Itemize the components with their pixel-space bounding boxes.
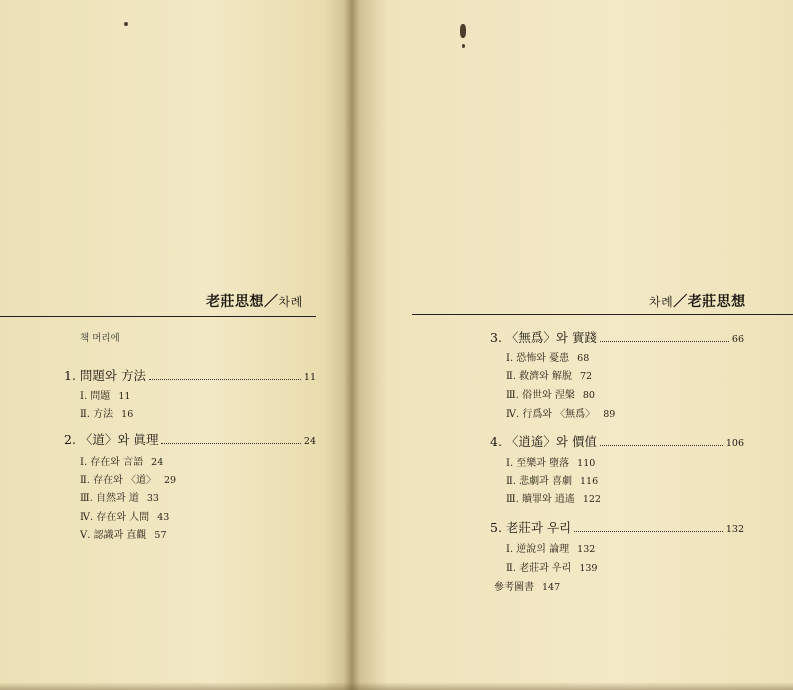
toc-item: Ⅳ. 存在와 人間 43	[80, 512, 170, 523]
chapter-page: 106	[725, 438, 744, 449]
right-header-subtitle: 차례	[649, 295, 674, 309]
toc-item: Ⅴ. 認識과 直觀 57	[80, 530, 167, 541]
right-page-header	[649, 291, 746, 311]
chapter-page: 66	[731, 334, 744, 345]
chapter-title: 2. 〈道〉와 眞理	[64, 432, 159, 447]
toc-item: Ⅰ. 恐怖와 憂患 68	[506, 353, 590, 364]
toc-chapter-2	[64, 430, 316, 448]
chapter-page: 24	[303, 436, 316, 447]
toc-item: Ⅰ. 逆說의 論理 132	[506, 544, 596, 555]
toc-item: Ⅲ. 贖罪와 逍遙 122	[506, 494, 601, 505]
toc-item: Ⅳ. 行爲와 〈無爲〉 89	[506, 409, 616, 420]
chapter-title: 1. 問題와 方法	[64, 368, 146, 383]
book-gutter	[344, 0, 360, 690]
toc-item: Ⅰ. 問題 11	[80, 391, 131, 402]
left-header-title: 老莊思想	[206, 294, 264, 310]
toc-chapter-5	[490, 518, 744, 536]
toc-item: Ⅱ. 救濟와 解脫 72	[506, 371, 593, 382]
chapter-title: 4. 〈逍遙〉와 價值	[490, 434, 597, 449]
toc-item: Ⅱ. 存在와 〈道〉 29	[80, 475, 177, 486]
dot-leader	[149, 379, 301, 380]
left-page	[0, 0, 352, 690]
right-header-title: 老莊思想	[687, 294, 746, 310]
toc-item: Ⅱ. 悲劇과 喜劇 116	[506, 476, 599, 487]
toc-chapter-4	[490, 432, 744, 450]
chapter-title: 5. 老莊과 우리	[490, 520, 572, 535]
chapter-title: 3. 〈無爲〉와 實踐	[490, 330, 597, 345]
preface-entry: 책 머리에	[80, 333, 120, 344]
left-header-rule	[0, 316, 316, 317]
page-bottom-edge	[0, 682, 793, 690]
left-header-separator: ／	[264, 294, 279, 310]
ink-blot	[460, 24, 466, 38]
dot-leader	[600, 341, 729, 342]
left-page-header	[206, 291, 303, 311]
dot-leader	[161, 443, 300, 444]
left-header-subtitle: 차례	[278, 295, 303, 309]
right-header-separator: ／	[673, 294, 688, 310]
toc-item: Ⅲ. 自然과 道 33	[80, 493, 159, 504]
dot-leader	[600, 445, 723, 446]
toc-item: Ⅰ. 存在와 言語 24	[80, 457, 164, 468]
dot-leader	[574, 531, 723, 532]
toc-item: Ⅰ. 至樂과 墮落 110	[506, 458, 596, 469]
chapter-page: 132	[725, 524, 744, 535]
toc-item: Ⅲ. 俗世와 涅槃 80	[506, 390, 595, 401]
right-header-rule	[412, 314, 793, 315]
toc-chapter-1	[64, 366, 316, 384]
toc-item: Ⅱ. 方法 16	[80, 409, 134, 420]
ink-speck	[462, 44, 465, 48]
right-page	[352, 0, 793, 690]
chapter-page: 11	[303, 372, 316, 383]
toc-item: Ⅱ. 老莊과 우리 139	[506, 563, 598, 574]
toc-chapter-3	[490, 328, 744, 346]
toc-bibliography: 參考圖書 147	[494, 582, 561, 593]
ink-speck	[124, 22, 128, 26]
